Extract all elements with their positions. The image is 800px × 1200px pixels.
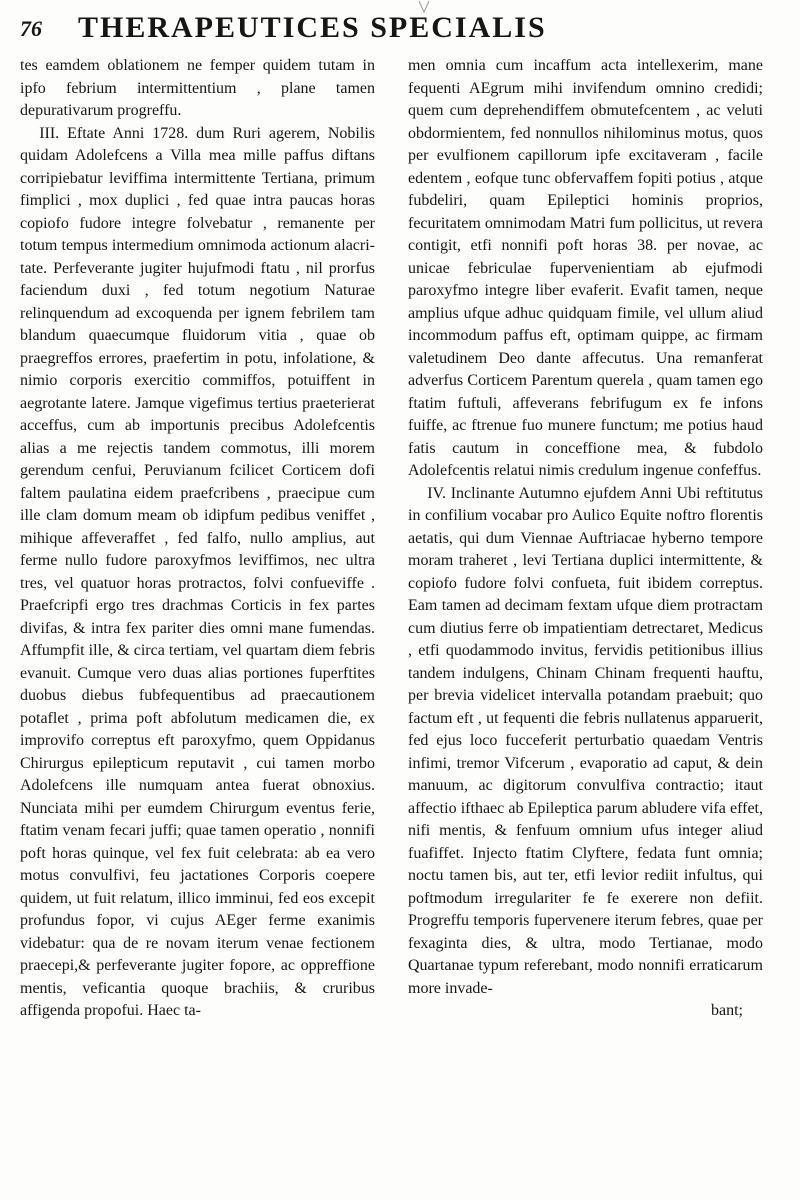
running-title: THERAPEUTICES SPECIALIS bbox=[78, 11, 547, 44]
right-paragraph: men omnia cum incaffum acta intellexerim, mane fequenti AEgrum mihi invifendum omnino credidi; quem cum deprehendiffem obmutefcentem , ac veluti obdormientem, fed nonnullos nihilominus motus, quos per evulfionem capillorum ipfe excitaveram , facile edentem , eofque tunc obfervaffem fopiti potius , atque fubdeliri, quam Epileptici hominis proprios, fecuritatem omnimodam Matri fum pollicitus, ut revera contigit, etfi nonnifi poft horas 38. per novae, ac unicae febriculae fupervenientiam ab ejufmodi paroxyfmo integre liber evaferit. Evafit tamen, neque amplius ufque adhuc quidquam fimile, vel ullum aliud incommodum paffus eft, optimam quippe, ac firmam valetudinem Deo dante affecutus. Una remanferat adverfus Corticem Parentum querela , quam tamen ego ftatim fuftuli, affeverans febrifugum ex fe infons fuiffe, ac ftrenue fuo munere functum; me potius haud fatis cautum in conceffione mea, & fubdolo Adolefcentis relatui nimis credulum ingenue confeffus. bbox=[408, 57, 763, 479]
left-text-column bbox=[20, 55, 375, 1190]
left-paragraph: tes eamdem oblationem ne femper quidem tutam in ipfo febrium intermittentium , plane tamen depurativarum progreffu. bbox=[20, 57, 375, 119]
right-text-column bbox=[408, 55, 763, 1190]
page-number: 76 bbox=[20, 16, 42, 41]
left-paragraph: III. Eftate Anni 1728. dum Ruri agerem, Nobilis quidam Adolefcens a Villa mea mille paffus diftans corripiebatur leviffima intermittente Tertiana, primum fimplici , mox duplici , fed quae intra paucas horas copiofo fudore integre folvebatur , remanente per totum tempus intermedium omnimoda actionum alacritate. Perfeverante jugiter hujufmodi ftatu , nil prorfus faciendum duxi , fed totum negotium Naturae relinquendum ad excoquenda per ignem febrilem tam blandum quaecumque fluidorum vitia , quae ob praegreffos errores, praefertim in potu, infolatione, & nimio corporis exercitio commiffos, potuiffent in aegrotante latere. Jamque vigefimus tertius praeterierat acceffus, cum ab importunis precibus Adolefcentis alias a me rejectis tandem commotus, illi morem gerendum cenfui, Peruvianum fcilicet Corticem dofi faltem paulatina eidem praefcribens , praecipue cum ille clam domum meam ob idipfum pedibus veniffet , mihique affeveraffet , fed falfo, nullo amplius, aut ferme nullo fudore paroxyfmos leviffimos, nec ultra tres, vel quatuor horas protractos, folvi confueviffe . Praefcripfi ergo tres drachmas Corticis in fex partes divifas, & intra fex pariter dies omni mane fumendas. Affumpfit ille, & circa tertiam, vel quartam diem febris evanuit. Cumque vero duas alias portiones fuperftites duobus diebus fubfequentibus ad praecautionem potaflet , prima poft abfolutum medicamen die, ex improvifo correptus eft paroxyfmo, quem Oppidanus Chirurgus epilepticum reputavit , cui tamen morbo Adolefcens ille numquam antea fuerat obnoxius. Nunciata mihi per eumdem Chirurgum eventus ferie, ftatim venam fecari juffi; quae tamen operatio , nonnifi poft horas quinque, vel fex fuit celebrata: ab ea vero motus convulfivi, feu jactationes Corporis coepere quidem, ut fuit relatum, illico imminui, fed eos excepit profundus fopor, vi cujus AEger ferme exanimis videbatur: qua de re novam iterum venae fectionem praecepi,& perfeverante jugiter fopore, ac oppreffione mentis, veficantia quoque brachiis, & cruribus affigenda propofui. Haec ta- bbox=[20, 124, 375, 1019]
page-header bbox=[20, 10, 780, 50]
right-paragraph: IV. Inclinante Autumno ejufdem Anni Ubi reftitutus in confilium vocabar pro Aulico Equite noftro florentis aetatis, qui dum Viennae Auftriacae hyberno tempore moram traheret , levi Tertiana duplici intermittente, & copiofo fudore folvi confueta, fuit ibidem correptus. Eam tamen ad decimam fextam ufque diem protractam cum diutius ferre ob impatientiam detrectaret, Medicus , etfi quodammodo invitus, fervidis petitionibus illius tandem indulgens, Chinam Chinam frequenti hauftu, per brevia videlicet intervalla potandam praebuit; quo factum eft , ut fequenti die febris nullatenus apparuerit, fed ejus loco fucceferit perturbatio quaedam Ventris infimi, tremor Vifcerum , evaporatio ad caput, & dein manuum, ac digitorum convulfiva contractio; itaut affectio ifthaec ab Epileptica parum abludere vifa effet, nifi mentis, & fenfuum omnium ufus integer aliud fuafiffet. Injecto ftatim Clyftere, fedata funt omnia; noctu tamen bis, aut ter, etfi levior rediit infultus, qui poftmodum irregulariter fe fe exerere non defiit. Progreffu temporis fupervenere iterum febres, quae per fexaginta dies, & ultra, modo Tertianae, modo Quartanae typum referebant, modo nonnifi erraticarum more invade- bbox=[408, 484, 763, 997]
catchword: bant; bbox=[711, 1002, 743, 1019]
